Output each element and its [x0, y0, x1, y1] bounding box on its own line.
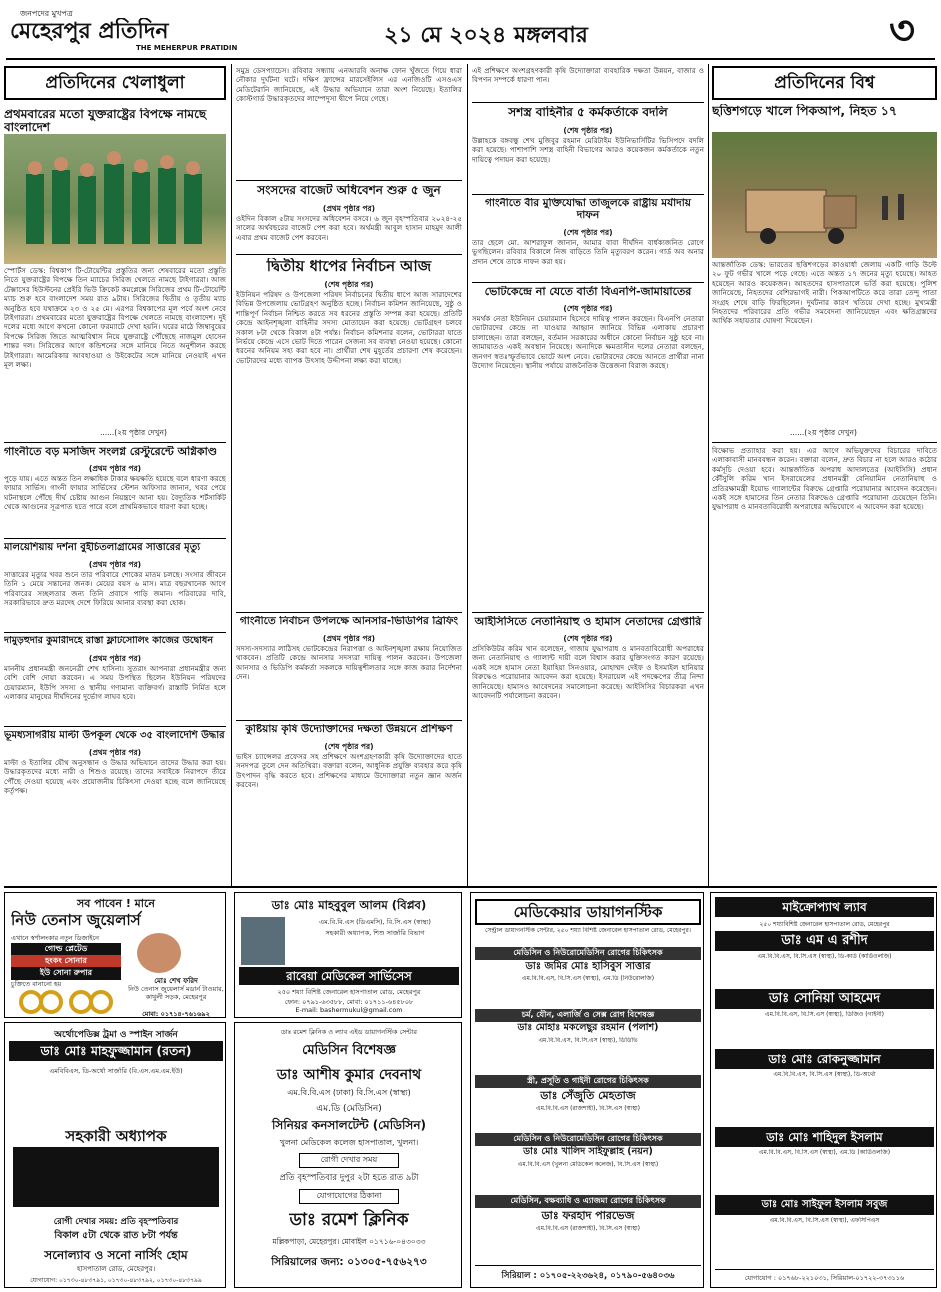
vote-headline: ভোটকেন্দ্রে না যেতে বার্তা বিএনপি-জামায়াতের [484, 286, 692, 298]
mahfuz-name: ডাঃ মোঃ মাহফুজ্জামান (রতন) [9, 1041, 223, 1061]
ansar-headline: গাংনীতে নির্বাচন উপলক্ষে আনসার-ভিডিপির ব্রিফিং [239, 616, 459, 627]
medicare-d4-degree: এম.বি.বি.এস (খুলনা মেডিকেল কলেজ), বি.সি.এস (স্বাস্থ্য) [517, 1161, 659, 1168]
mosque-headline: গাংনীতে বড় মসজিদ সংলগ্ন রেস্টুরেন্টে অগ্নিকাণ্ড [4, 446, 218, 458]
jewelers-name: নিউ তেনাস জুয়েলার্স [11, 911, 141, 929]
medicare-d2-degree: এম.বি.বি.এস, বি.সি.এস (স্বাস্থ্য), ডিডিভি [538, 1037, 638, 1044]
mediterranean-body: মাল্টা ও ইতালির যৌথ অনুসন্ধান ও উদ্ধার অভিযানে তাদের উদ্ধার করা হয়। উদ্ধারকৃতদের মধ্যে নারী ও শিশুও রয়েছে। তাদের সবাইকে নিরাপদে তীরে পৌঁছে দেওয়া হয়েছে এবং প্রয়োজনীয় চিকিৎসা দেওয়া হচ্ছে বলে জানিয়েছে কর্তৃপক্ষ। [4, 758, 226, 796]
jewelers-line3: হংকং সোনার [11, 955, 121, 968]
micropath-d4-degree: এম.বি.বি.এস, বি.সি.এস (স্বাস্থ্য), এম.ডি (কার্ডিওলজি) [758, 1149, 891, 1156]
medicare-d2-dept: চর্ম, যৌন, এলার্জি ও সেক্স রোগ বিশেষজ্ঞ [475, 1009, 701, 1022]
micropath-d2-degree: এম.বি.বি.এস, বি.সি.এস (স্বাস্থ্য), ডিজিও (গাইনী) [765, 1011, 884, 1018]
medicare-phone: সিরিয়াল : ০১৭০৫-২২৩৬২৪, ০১৭৯০-৫৬৪০৩৬ [475, 1265, 701, 1283]
mahfuz-visit: রোগী দেখার সময়: প্রতি বৃহস্পতিবার [53, 1217, 179, 1227]
biplob-name: ডাঃ মোঃ মাহবুবুল আলম (বিপ্লব) [271, 898, 427, 912]
jewelers-line2: গোল্ড প্লেটেড [11, 943, 121, 956]
ashish-hospital: খুলনা মেডিকেল কলেজ হাসপাতাল, খুলনা। [279, 1138, 419, 1147]
jewelers-top-text: সব পাবেন ! মানে [77, 897, 155, 910]
biplob-degree: এম.বি.বি.এস (ডিএমসি), বি.সি.এস (স্বাস্থ্য) [319, 918, 431, 926]
medicare-title: মেডিকেয়ার ডায়াগনস্টিক [475, 899, 701, 925]
mediterranean-source: (প্রথম পৃষ্ঠার পর) [88, 748, 142, 757]
jewelers-owner-photo [137, 933, 181, 973]
budget-source: (প্রথম পৃষ্ঠার পর) [322, 204, 376, 213]
kushtia-body: ভাইস চ্যান্সেলর প্রফেসর সহ প্রশিক্ষণে অংশগ্রহণকারী কৃষি উদ্যোক্তাদের হাতে সনদপত্র তুলে দেন অতিথিরা। বক্তারা বলেন, আধুনিক প্রযুক্তি ব্যবহার করে কৃষি উৎপাদন বৃদ্ধি করতে হবে। প্রশিক্ষণের মাধ্যমে উদ্যোক্তারা নতুন জ্ঞান অর্জন করবেন। [236, 752, 462, 790]
micropath-d5-name: ডাঃ মোঃ সাইফুল ইসলাম সবুজ [715, 1195, 934, 1215]
sports-continued: ......(২য় পৃষ্ঠার দেখুন) [100, 428, 167, 437]
medicare-d5-name: ডাঃ ফরহাদ পারভেজ [541, 1209, 635, 1222]
election-body: ইউনিয়ন পরিষদ ও উপজেলা পরিষদ নির্বাচনের দ্বিতীয় ধাপে আজ সারাদেশের বিভিন্ন উপজেলায় ভোটগ্রহণ অনুষ্ঠিত হচ্ছে। নির্বাচন কমিশন জানিয়েছে, সুষ্ঠু ও শান্তিপূর্ণ নির্বাচন নিশ্চিত করতে সব ধরনের প্রস্তুতি সম্পন্ন করা হয়েছে। প্রতিটি কেন্দ্রে আইনশৃঙ্খলা বাহিনীর সদস্য মোতায়েন করা হয়েছে। ভোটগ্রহণ চলবে সকাল ৮টা থেকে বিকাল ৪টা পর্যন্ত। নির্বাচন কমিশনার বলেন, ভোটাররা যাতে নির্ভয়ে কেন্দ্রে এসে ভোট দিতে পারেন সেজন্য সব ব্যবস্থা নেওয়া হয়েছে। কোনো ধরনের অনিয়ম সহ্য করা হবে না। প্রার্থীরা শেষ মুহূর্তের প্রচারণা শেষ করেছেন। ভোটারদের মধ্যে ব্যাপক উৎসাহ উদ্দীপনা লক্ষ্য করা যাচ্ছে। [236, 290, 462, 365]
malaysia-source: (প্রথম পৃষ্ঠার পর) [88, 560, 142, 569]
army-body: উল্লাহকে বঙ্গবন্ধু শেখ মুজিবুর রহমান মেরিটাইম ইউনিভার্সিটির ভিসিপদে বদলি করা হয়েছে। পাশাপাশি সশস্ত্র বাহিনী বিভাগের আরও কয়েকজন কর্মকর্তাকে নতুন দায়িত্বে পদায়ন করা হয়েছে। [472, 136, 704, 164]
ashish-visit-label: রোগী দেখার সময় [299, 1153, 399, 1168]
election-headline: দ্বিতীয় ধাপের নির্বাচন আজ [266, 258, 432, 275]
world-photo [712, 132, 937, 258]
mahfuz-time: বিকাল ৫টা থেকে রাত ৮টা পর্যন্ত [54, 1230, 178, 1241]
ashish-visit-time: প্রতি বৃহস্পতিবার দুপুর ২টা হতে রাত ৯টা [279, 1173, 419, 1183]
vote-body: সমর্থক নেতা ইউনিয়ন চেয়ারম্যান হিসেবে দায়িত্ব পালন করছেন। বিএনপি নেতারা ভোটারদের কেন্দ্রে না যাওয়ার আহ্বান জানিয়ে বিভিন্ন এলাকায় প্রচারণা চালাচ্ছেন। তারা বলছেন, বর্তমান সরকারের অধীনে কোনো নির্বাচন সুষ্ঠু হবে না। জামায়াতও একই অবস্থান নিয়েছে। অন্যদিকে ক্ষমতাসীন দলের নেতারা বলছেন, জনগণ স্বতঃস্ফূর্তভাবে ভোটে অংশ নেবে। ভোটারদের কেন্দ্রে আনতে প্রার্থীরা নানা উদ্যোগ নিয়েছেন। স্থানীয় পর্যায়ে রাজনৈতিক উত্তেজনা বিরাজ করছে। [472, 314, 704, 371]
medicare-subtitle: সেন্ট্রাল ডায়াগনস্টিক সেন্টার, ২৫০ শয্যা বিশিষ্ট জেনারেল হাসপাতাল রোড, মেহেরপুর। [485, 927, 691, 934]
cricket-team-image [4, 134, 226, 264]
army-headline: সশস্ত্র বাহিনীর ৫ কর্মকর্তাকে বদলি [508, 106, 668, 119]
world-section-title: প্রতিদিনের বিশ্ব [712, 66, 937, 100]
col2-top-body: সমুদ্র ডেসপ্যাচেস। রবিবার সন্ধ্যায় এনআরবি অনাক্ষ ফোন খুঁজতে গিয়ে ধারা নৌকার দুর্ঘটনা ঘটে। দক্ষিণ ফ্রান্সের মারসেইলিস এর এনজিওটি এসওএস মেডিটেরানি জানিয়েছে, এই উদ্ধার অভিযানে তারা অংশ নিয়েছে। ইতালির কোস্টগার্ড উদ্ধারকৃতদের লাম্পেদুসা দ্বীপে নিয়ে গেছে। [236, 66, 462, 104]
mahfuz-phone: যোগাযোগ: ০১৭৩০-৪৮৩৭৯১, ০১৭৩০-৪৮৩৭৯২, ০১৭৩০-৪৮৩৭৯৯ [30, 1277, 202, 1284]
sports-headline: প্রথমবারের মতো যুক্তরাষ্ট্রের বিপক্ষে নামছে বাংলাদেশ [4, 108, 207, 135]
budget-body: ওইদিন বিকাল ৫টায় সংসদের অধিবেশন বসবে। ৬ জুন বৃহস্পতিবার ২০২৪-২৫ সালের অর্থবছরের বাজেট পেশ করা হবে। অর্থমন্ত্রী আবুল হাসান মাহমুদ আলী এবার প্রথম বাজেট পেশ করবেন। [236, 214, 462, 242]
freedom-fighter-body: তার ছেলে মো. আশরাফুল জানান, আমার বাবা দীর্ঘদিন বার্ধক্যজনিত রোগে ভুগছিলেন। রবিবার বিকালে নিজ বাড়িতে তিনি মৃত্যুবরণ করেন। গার্ড অব অনার প্রদান শেষে তাকে দাফন করা হয়। [472, 238, 704, 266]
micropath-d2-name: ডাঃ সোনিয়া আহমেদ [715, 989, 934, 1009]
mahfuz-clinic-address: হাসপাতাল রোড, মেহেরপুর। [76, 1265, 156, 1273]
ashish-serial: সিরিয়ালের জন্য: ০১৩০৫-৭৫৬২৭৩ [271, 1256, 427, 1268]
micropath-d1-name: ডাঃ এম এ রশীদ [715, 931, 934, 951]
micropath-d5-degree: এম.বি.বি.এস, বি.সি.এস (স্বাস্থ্য), এফসিপিএস [769, 1217, 880, 1224]
medicare-d5-dept: মেডিসিন, বক্ষব্যাধি ও এ্যাজমা রোগের চিকিৎসক [475, 1195, 701, 1208]
medicare-d3-dept: স্ত্রী, প্রসূতি ও গাইনী রোগের চিকিৎসক [475, 1075, 701, 1088]
world-body-2: বিক্ষোভ প্রত্যাহার করা হয়। এর আগে অভিযুক্তদের বিচারের দাবিতে এলাকাবাসী মানববন্ধন করেন। বক্তারা বলেন, দ্রুত বিচার না হলে আরও কঠোর কর্মসূচি দেওয়া হবে। আন্তর্জাতিক অপরাধ আদালতের (আইসিসি) প্রধান কৌঁসুলি করিম খান ইসরায়েলের প্রধানমন্ত্রী বেনিয়ামিন নেতানিয়াহু ও প্রতিরক্ষামন্ত্রী ইয়োভ গ্যালান্টের বিরুদ্ধে গ্রেপ্তারি পরোয়ানার আবেদন করেছেন। একই সঙ্গে হামাসের তিন নেতার বিরুদ্ধেও গ্রেপ্তারি পরোয়ানা চেয়েছেন তিনি। যুদ্ধাপরাধ ও মানবতাবিরোধী অপরাধের অভিযোগে এ আবেদন করা হয়েছে। [712, 446, 937, 512]
malaysia-headline: মালয়েশিয়ায় দর্শনা বুইচিতলাগ্রামের সাত্তারের মৃত্যু [4, 542, 201, 553]
jewelers-owner: মোঃ শেখ ফরিদ [154, 977, 198, 985]
micropath-d1-degree: এম.বি.বি.এস, বি.সি.এস (স্বাস্থ্য), ডি-কার্ড (কার্ডিওলজি) [757, 953, 892, 960]
biplob-phone: ফোন: ০৭৯১-৬৩৫৮৮, মোবা: ০১৭১১-৬৪৫৮০৮ [284, 998, 414, 1006]
ashish-degree2: এম.ডি (মেডিসিন) [316, 1104, 382, 1114]
mosque-source: (প্রথম পৃষ্ঠার পর) [88, 464, 142, 473]
jewelers-ad[interactable] [4, 892, 226, 1018]
medicare-d5-degree: এম.বি.বি.এস (রাজশাহী), বি.সি.এস (স্বাস্থ্য) [536, 1225, 640, 1232]
damurhuda-body: মাননীয় প্রধানমন্ত্রী জননেত্রী শেখ হাসিনা। সুতরাং আপনারা প্রধানমন্ত্রীর জন্য বেশি বেশি দোয়া করবেন। এ সময় উপস্থিত ছিলেন ইউনিয়ন পরিষদের চেয়ারম্যান, ইউপি সদস্য ও স্থানীয় গণ্যমান্য ব্যক্তিবর্গ। রাস্তাটি নির্মিত হলে এলাকার মানুষের দীর্ঘদিনের দুর্ভোগ লাঘব হবে। [4, 664, 226, 702]
ashish-name: ডাঃ আশীষ কুমার দেবনাথ [276, 1067, 422, 1083]
ashish-degree: এম.বি.বি.এস (ঢাকা) বি.সি.এস (স্বাস্থ্য) [287, 1088, 411, 1097]
world-body: আন্তর্জাতিক ডেস্ক: ভারতের ছত্তিশগড়ের কাওয়ার্ধা জেলায় একটি গাড়ি উল্টে ২০ ফুট গভীর খালে পড়ে গেছে। এতে অন্তত ১৭ জনের মৃত্যু হয়েছে। আহত হয়েছেন আরও কয়েকজন। আহতদের হাসপাতালে ভর্তি করা হয়েছে। পুলিশ জানিয়েছে, নিহতদের বেশিরভাগই নারী। পিকআপটিতে করে তারা তেন্দু পাতা সংগ্রহ শেষে বাড়ি ফিরছিলেন। দুর্ঘটনার কারণ খতিয়ে দেখা হচ্ছে। মুখ্যমন্ত্রী নিহতদের পরিবারের প্রতি গভীর সমবেদনা জানিয়েছেন এবং ক্ষতিগ্রস্তদের আর্থিক সহায়তার ঘোষণা দিয়েছেন। [712, 260, 937, 326]
freedom-fighter-headline: গাংনীতে বীর মুক্তিযোদ্ধা তাজুলকে রাষ্ট্রীয় মর্যাদায় দাফন [485, 198, 691, 221]
medicare-d1-name: ডাঃ জমির মোঃ হাসিবুস সাত্তার [525, 961, 651, 972]
ashish-top: ডাঃ রমেশ ক্লিনিক ও ল্যাব এইড ডায়াগনস্টিক সেন্টার [281, 1028, 417, 1036]
mahfuz-ad[interactable] [4, 1022, 226, 1288]
jewelers-line1: এখানে স্বর্ণালংকার নতুন ডিজাইনে [11, 934, 100, 942]
biplob-address: ২৫০ শয্যা বিশিষ্ট জেনারেল হাসপাতাল রোড, মেহেরপুর [277, 988, 421, 996]
jewelers-line5: চুক্তিতে বানানো হয় [11, 980, 62, 988]
mediterranean-headline: ভূমধ্যসাগরীয় মাল্টা উপকূল থেকে ৩৫ বাংলাদেশি উদ্ধার [4, 730, 225, 741]
kushtia-headline: কুষ্টিয়ায় কৃষি উদ্যোক্তাদের দক্ষতা উন্নয়নে প্রশিক্ষণ [245, 724, 453, 735]
jewelers-line4: ইউ সোনা রুপার [11, 967, 121, 980]
ashish-dept: মেডিসিন বিশেষজ্ঞ [302, 1043, 396, 1058]
icc-source: (শেষ পৃষ্ঠার পর) [563, 634, 613, 643]
budget-headline: সংসদের বাজেট অধিবেশন শুরু ৫ জুন [257, 184, 441, 197]
mahfuz-role: সহকারী অধ্যাপক [65, 1127, 167, 1145]
medicare-d1-dept: মেডিসিন ও নিউরোমেডিসিন রোগের চিকিৎসক [475, 947, 701, 960]
ansar-source: (প্রথম পৃষ্ঠার পর) [322, 634, 376, 643]
biplob-photo [241, 917, 285, 965]
freedom-fighter-source: (শেষ পৃষ্ঠার পর) [563, 228, 613, 237]
micropath-title: মাইক্রোপ্যাথ ল্যাব [715, 897, 934, 917]
micropath-d4-name: ডাঃ মোঃ শাহিদুল ইসলাম [715, 1127, 934, 1147]
medicare-ad[interactable] [470, 892, 704, 1288]
mahfuz-clinic: সনোল্যাব ও সনো নার্সিং হোম [44, 1248, 188, 1262]
ashish-clinic-address: মল্লিকপাড়া, মেহেরপুর। মোবাইল ০১৭১৬-০৪৩০৩৩ [272, 1237, 426, 1246]
masthead-date: ২১ মে ২০২৪ মঙ্গলবার [384, 23, 588, 48]
ashish-contact-label: যোগাযোগের ঠিকানা [299, 1189, 399, 1204]
sports-photo [4, 134, 226, 264]
army-source: (শেষ পৃষ্ঠার পর) [563, 126, 613, 135]
medicare-d2-name: ডাঃ মোহাঃ মকলেছুর রহমান (পলাশ) [517, 1022, 659, 1033]
sports-body: স্পোর্টস ডেস্ক: বিশ্বকাপ টি-টোয়েন্টির প্রস্তুতির জন্য শেষবারের মতো প্রস্তুতি নিতে যুক্তরাষ্ট্রের বিপক্ষে তিন ম্যাচের সিরিজ খেলতে নামছে টাইগাররা। আজ টেক্সাসের হিউস্টনের প্রেইরি ভিউ ক্রিকেট কমপ্লেক্সে সিরিজের প্রথম টি-টোয়েন্টি ম্যাচ শুরু হবে বাংলাদেশ সময় রাত ৯টায়। সিরিজের দ্বিতীয় ও তৃতীয় ম্যাচ অনুষ্ঠিত হবে যথাক্রমে ২৩ ও ২৫ মে। এরপর বিশ্বকাপের মূল পর্বে অংশ নেবে টাইগাররা। প্রথমবারের মতো যুক্তরাষ্ট্রের বিপক্ষে খেলতে নামছে বাংলাদেশ। দুই দলের মধ্যে আগে কখনো কোনো ফরম্যাটে দেখা হয়নি। ঘরের মাঠে জিম্বাবুয়ের বিপক্ষে সিরিজ জিতে আত্মবিশ্বাস নিয়ে যুক্তরাষ্ট্রে পৌঁছেছে নাজমুল হোসেন শান্তর দল। সিরিজের আগে কন্ডিশনের সঙ্গে মানিয়ে নিতে অনুশীলন করছে টাইগাররা। আমেরিকার আবহাওয়া ও উইকেটের সঙ্গে মানিয়ে নেওয়াই এখন মূল লক্ষ্য। [4, 266, 226, 370]
masthead-paper-name-en: THE MEHERPUR PRATIDIN [136, 44, 238, 52]
biplob-center: রাবেয়া মেডিকেল সার্ভিসেস [239, 967, 459, 985]
mahfuz-title: অর্থোপেডিক্স ট্রমা ও স্পাইন সার্জন [54, 1030, 178, 1040]
col3-top-body: এই প্রশিক্ষণে অংশগ্রহণকারী কৃষি উদ্যোক্তারা ব্যবহারিক দক্ষতা উন্নয়ন, বাজার ও বিপণন সম্পর্কে ধারণা পান। [472, 66, 704, 85]
ashish-clinic: ডাঃ রমেশ ক্লিনিক [289, 1210, 409, 1230]
election-source: (শেষ পৃষ্ঠার পর) [324, 280, 374, 289]
biplob-ad[interactable] [234, 892, 462, 1018]
mosque-body: পুড়ে যায়। এতে অন্তত তিন লক্ষাধিক টাকার ক্ষয়ক্ষতি হয়েছে বলে ধারণা করছে ফায়ার সার্ভিস। গাংনী ফায়ার সার্ভিসের স্টেশন অফিসার জানান, খবর পেয়ে ঘটনাস্থলে পৌঁছে দীর্ঘ চেষ্টায় আগুন নিয়ন্ত্রণে আনা হয়। বৈদ্যুতিক শর্টসার্কিট থেকে আগুনের সূত্রপাত হতে পারে বলে প্রাথমিকভাবে ধারণা করা হচ্ছে। [4, 474, 226, 512]
masthead-tagline: জনপদের মুখপত্র [20, 9, 73, 18]
ashish-title: সিনিয়র কনসালটেন্ট (মেডিসিন) [272, 1118, 426, 1132]
biplob-role: সহকারী অধ্যাপক, শিশু সার্জারি বিভাগ [325, 929, 425, 937]
micropath-phone: যোগাযোগ : ০১৭৬৮-২২১০৩১, সিরিয়াল-০১৭২২-৩৭৩১১৬ [715, 1269, 934, 1284]
sports-section-title: প্রতিদিনের খেলাধুলা [4, 66, 226, 100]
jewelers-phone: মোবা: ০১৭১৪-৭৬১৬৯২ [142, 1010, 210, 1018]
micropath-subtitle: ২৫০ শয্যাবিশিষ্ট জেনারেল হাসপাতাল রোড, মেহেরপুর [759, 921, 890, 928]
page-number: ৩ [888, 8, 915, 54]
biplob-email: E-mail: bashermukul@gmail.com [295, 1006, 403, 1014]
micropath-ad[interactable] [710, 892, 937, 1288]
mahfuz-degree: এমবিবিএস, ডি-অর্থো সার্জারি (বি.এস.এম.এম.ইউ) [49, 1067, 183, 1075]
ashish-ad[interactable] [234, 1022, 462, 1288]
kushtia-source: (শেষ পৃষ্ঠার পর) [324, 742, 374, 751]
jewelers-rings-image [11, 989, 121, 1015]
masthead-paper-name: মেহেরপুর প্রতিদিন [10, 19, 169, 44]
jewelers-address: নিউ তেনাস জুয়েলার্স মডার্ন টাওয়ার, কাথুলী সড়ক, মেহেরপুর [128, 985, 224, 1001]
medicare-d4-name: ডাঃ মোঃ খালিদ সাইফুল্লাহ (নয়ন) [523, 1146, 653, 1157]
world-continued: ......(২য় পৃষ্ঠার দেখুন) [790, 428, 857, 437]
malaysia-body: সাত্তারের মৃত্যুর খবর শুনে তার পরিবারে শোকের মাতম চলছে। সংসার জীবনে তিনি ১ মেয়ে সন্তানের জনক। মেয়ের বয়স ৬ মাস। মাত্র বছরখানেক আগে পরিবারের সচ্ছলতার জন্য তিনি প্রবাসে পাড়ি জমান। পরিবারের দাবি, সরকারিভাবে দ্রুত মরদেহ দেশে ফিরিয়ে আনার ব্যবস্থা করা হোক। [4, 570, 226, 608]
masthead [6, 6, 935, 60]
micropath-d3-degree: এম.বি.বি.এস, বি.সি.এস (স্বাস্থ্য), ডি-অর্থো [773, 1071, 876, 1078]
medicare-d1-degree: এম.বি.বি.এস, বি.সি.এস (স্বাস্থ্য), এম.ডি (নিউরোলজি) [521, 975, 655, 982]
medicare-d3-degree: এম.বি.বি.এস (রাজশাহী), বি.সি.এস (স্বাস্থ্য) [536, 1105, 640, 1112]
damurhuda-headline: দামুড়হুদার কুমারীদহে রাস্তা ফ্লাটসোলিং কাজের উদ্বোধন [4, 636, 214, 646]
accident-truck-image [712, 132, 937, 258]
medicare-d3-name: ডাঃ সেঁজুতি মেহতাজ [540, 1089, 636, 1102]
mahfuz-services-box [13, 1147, 219, 1207]
world-headline: ছত্তিশগড়ে খালে পিকআপ, নিহত ১৭ [712, 104, 898, 118]
icc-headline: আইসিসিতে নেতানিয়াহু ও হামাস নেতাদের গ্রেপ্তারি [474, 616, 702, 628]
ansar-body: সদস্য-সদস্যার লাঠিসহ ভোটকেন্দ্রের নিরাপত্তা ও আইনশৃঙ্খলা রক্ষায় নিয়োজিত থাকবেন। প্রতিটি কেন্দ্রে আনসার সদস্যরা দায়িত্ব পালন করবেন। উপজেলা আনসার ও ভিডিপি কর্মকর্তা সকলকে দায়িত্বশীলতার সঙ্গে কাজ করার নির্দেশনা দেন। [236, 644, 462, 682]
micropath-d3-name: ডাঃ মোঃ রোকনুজ্জামান [715, 1049, 934, 1069]
icc-body: প্রসিকিউটর করিম খান বলেছেন, গাজায় যুদ্ধাপরাধ ও মানবতাবিরোধী অপরাধের জন্য নেতানিয়াহু ও গ্যালান্ট দায়ী বলে বিশ্বাস করার যুক্তিসংগত কারণ রয়েছে। একই সঙ্গে হামাস নেতা ইয়াহিয়া সিনওয়ার, মোহাম্মদ দেইফ ও ইসমাইল হানিয়ার বিরুদ্ধেও পরোয়ানার আবেদন করা হয়েছে। ইসরায়েল এই পদক্ষেপের তীব্র নিন্দা জানিয়েছে। হামাসও আবেদনের সমালোচনা করেছে। আইসিসির বিচারকরা এখন আবেদনটি পর্যালোচনা করবেন। [472, 644, 704, 701]
medicare-d4-dept: মেডিসিন ও নিউরোমেডিসিন রোগের চিকিৎসক [475, 1133, 701, 1146]
damurhuda-source: (প্রথম পৃষ্ঠার পর) [88, 654, 142, 663]
vote-source: (শেষ পৃষ্ঠার পর) [563, 304, 613, 313]
